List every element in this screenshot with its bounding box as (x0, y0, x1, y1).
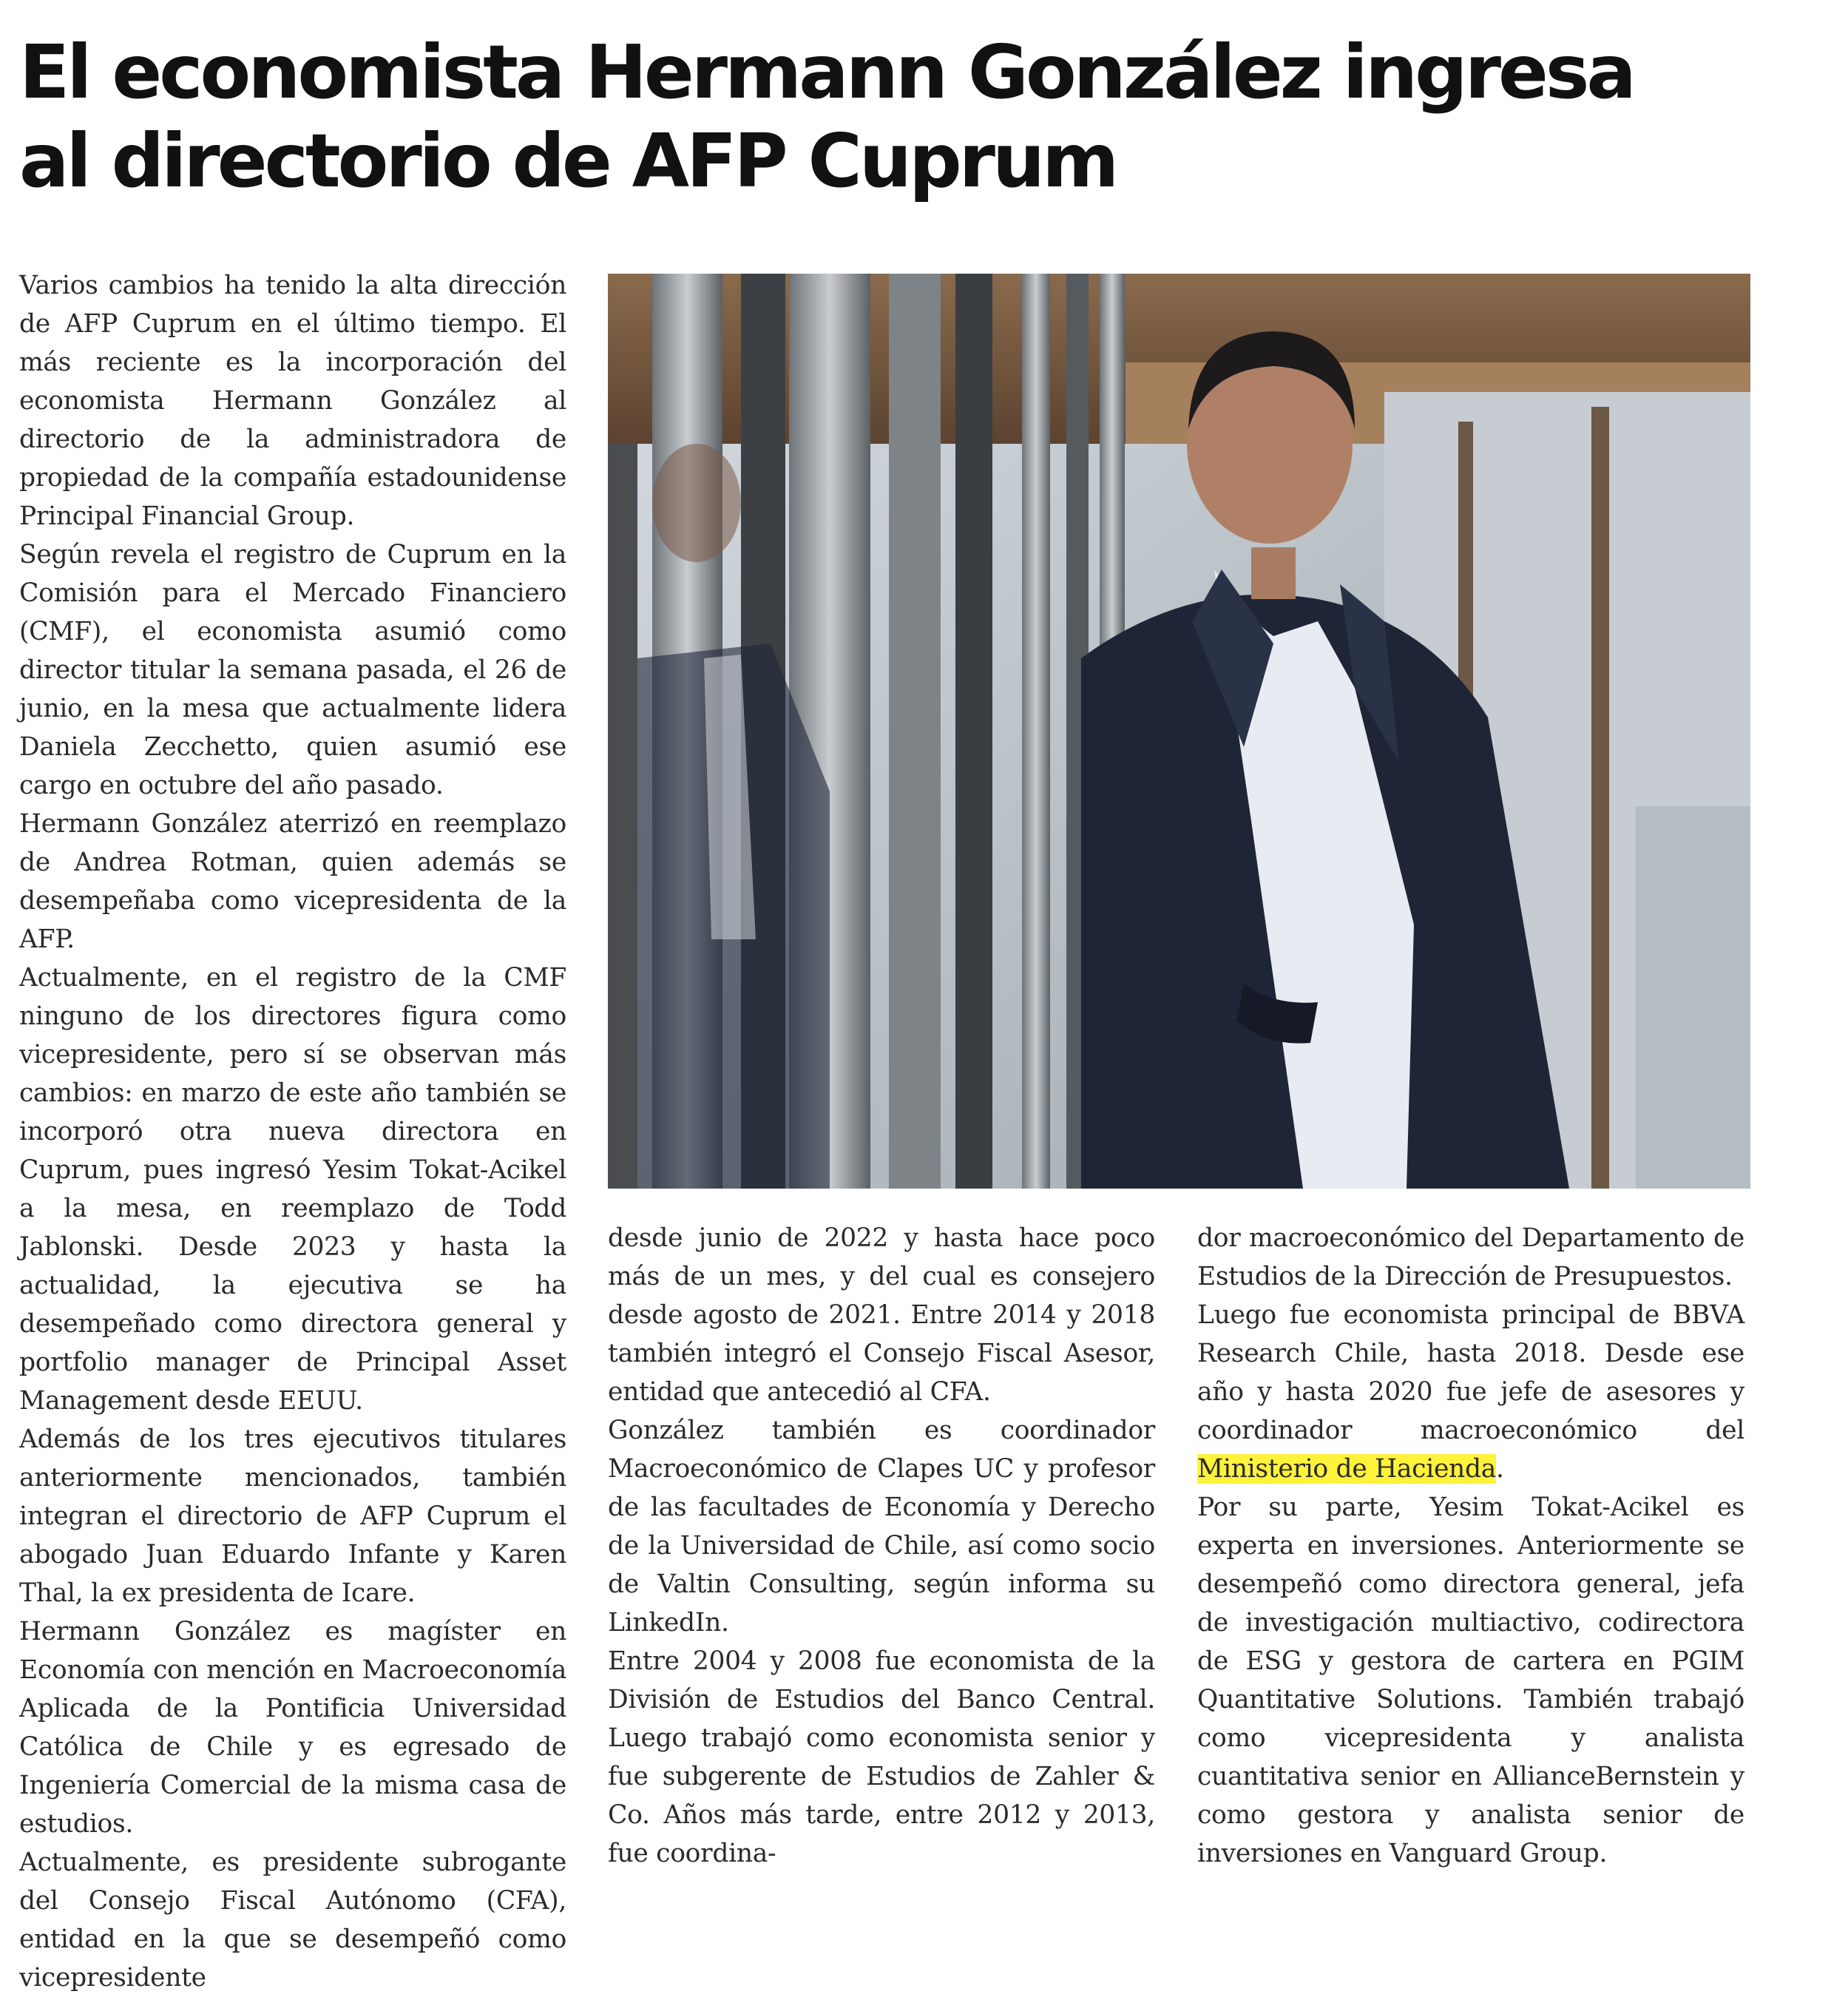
paragraph: Actualmente, en el registro de la CMF ninguno de los directores figura como vicepresidente, pero sí se observan más cambios: en marzo de este año también se incorporó otra nueva directora en Cuprum, pues ingresó Yesim Tokat-Acikel a la mesa, en reemplazo de Todd Jablonski. Desde 2023 y hasta la actualidad, la ejecutiva se ha desempeñado como directora general y portfolio manager de Principal Asset Management desde EEUU. (19, 963, 566, 1416)
photo-illustration (608, 274, 1750, 1189)
paragraph (1197, 1296, 1744, 1488)
paragraph: Además de los tres ejecutivos titulares anteriormente mencionados, también integran el directorio de AFP Cuprum el abogado Juan Eduardo Infante y Karen Thal, la ex presidenta de Icare. (19, 1425, 566, 1608)
text-column-3 (1197, 1219, 1744, 1873)
paragraph: Varios cambios ha tenido la alta dirección de AFP Cuprum en el último tiempo. El más reciente es la incorporación del economista Hermann González al directorio de la administradora de propiedad de la compañía estadounidense Principal Financial Group. (19, 271, 566, 531)
text-column-1 (19, 266, 566, 1997)
paragraph: Entre 2004 y 2008 fue economista de la División de Estudios del Banco Central. Luego trabajó como economista senior y fue subgerente de Estudios de Zahler & Co. Años más tarde, entre 2012 y 2013, fue coordina- (608, 1646, 1155, 1868)
highlighted-link-ministerio-de-hacienda[interactable]: Ministerio de Hacienda (1197, 1454, 1497, 1484)
paragraph: dor macroeconómico del Departamento de Estudios de la Dirección de Presupuestos. (1197, 1223, 1744, 1291)
text-column-2 (608, 1219, 1155, 1873)
paragraph: Hermann González es magíster en Economía con mención en Macroeconomía Aplicada de la Pontificia Universidad Católica de Chile y es egresado de Ingeniería Comercial de la misma casa de estudios. (19, 1617, 566, 1839)
paragraph: Según revela el registro de Cuprum en la Comisión para el Mercado Financiero (CMF), el economista asumió como director titular la semana pasada, el 26 de junio, en la mesa que actualmente lidera Daniela Zecchetto, quien asumió ese cargo en octubre del año pasado. (19, 540, 566, 800)
paragraph: Por su parte, Yesim Tokat-Acikel es experta en inversiones. Anteriormente se desempeñó como directora general, jefa de investigación multiactivo, codirectora de ESG y gestora de cartera en PGIM Quantitative Solutions. También trabajó como vicepresidenta y analista cuantitativa senior en AllianceBernstein y como gestora y analista senior de inversiones en Vanguard Group. (1197, 1493, 1744, 1868)
paragraph-period: . (1496, 1454, 1504, 1484)
paragraph: González también es coordinador Macroeconómico de Clapes UC y profesor de las facultades de Economía y Derecho de la Universidad de Chile, así como socio de Valtin Consulting, según informa su LinkedIn. (608, 1416, 1155, 1638)
paragraph: Actualmente, es presidente subrogante del Consejo Fiscal Autónomo (CFA), entidad en la que se desempeñó como vicepresidente (19, 1848, 566, 1993)
paragraph: Hermann González aterrizó en reemplazo de Andrea Rotman, quien además se desempeñaba como vicepresidenta de la AFP. (19, 809, 566, 954)
paragraph-text: Luego fue economista principal de BBVA Research Chile, hasta 2018. Desde ese año y hasta 2020 fue jefe de asesores y coordinador macroeconómico del (1197, 1300, 1744, 1445)
headline: El economista Hermann González ingresa al directorio de AFP Cuprum (19, 29, 1634, 204)
article-photo (608, 274, 1750, 1189)
paragraph: desde junio de 2022 y hasta hace poco más de un mes, y del cual es consejero desde agosto de 2021. Entre 2014 y 2018 también integró el Consejo Fiscal Asesor, entidad que antecedió al CFA. (608, 1223, 1155, 1407)
